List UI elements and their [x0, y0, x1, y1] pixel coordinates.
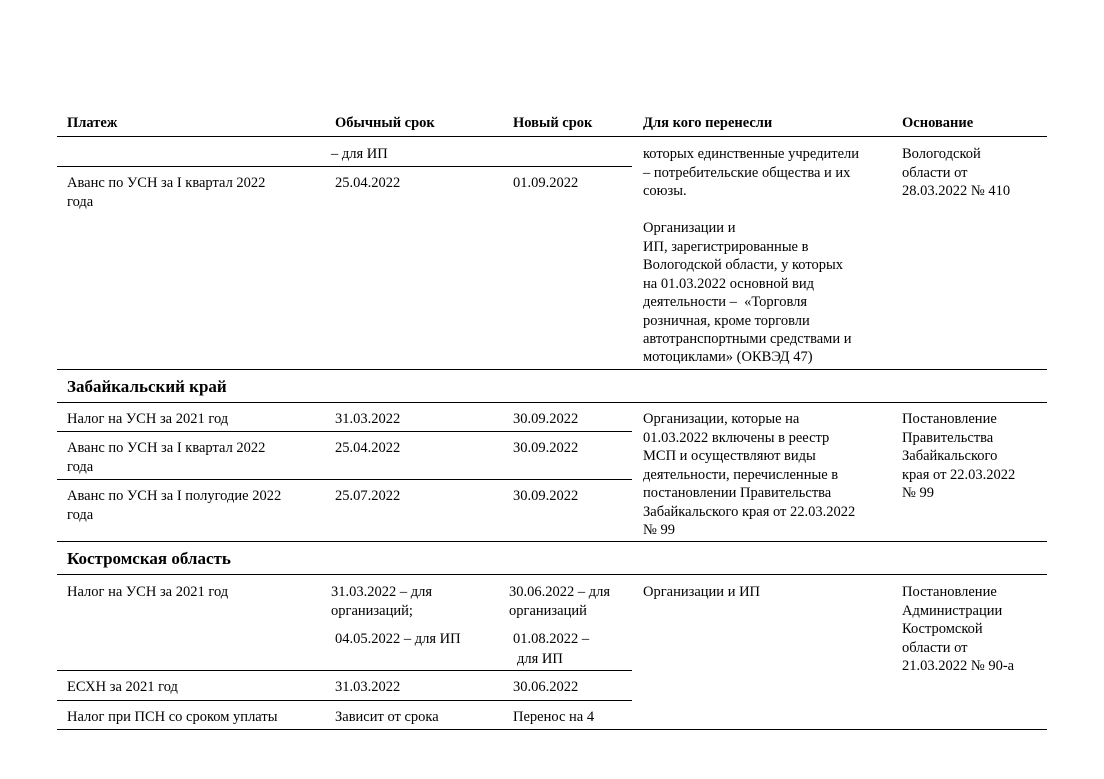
payment-cell: Налог на УСН за 2021 год — [67, 411, 229, 427]
new-term-cell: 30.09.2022 — [513, 488, 579, 504]
header-who: Для кого перенесли — [643, 115, 773, 131]
usual-term-cell: 31.03.2022 — [335, 679, 401, 695]
row-rule — [57, 700, 632, 701]
section-rule — [57, 402, 1047, 403]
usual-term-cont: – для ИП — [331, 146, 388, 162]
row-rule — [57, 431, 632, 432]
section-rule — [57, 574, 1047, 575]
row-rule — [57, 670, 632, 671]
header-new-term: Новый срок — [513, 115, 593, 131]
payment-cell: Аванс по УСН за I полугодие 2022 — [67, 488, 282, 504]
new-term-cell: 30.09.2022 — [513, 440, 579, 456]
new-term-cell: организаций — [509, 603, 587, 619]
new-term-cell: 01.09.2022 — [513, 175, 579, 191]
usual-term-cell: 31.03.2022 – для — [331, 584, 433, 600]
new-term-cell: 01.08.2022 – — [513, 631, 590, 647]
payment-cell: Аванс по УСН за I квартал 2022 — [67, 440, 266, 456]
bottom-rule — [57, 729, 1047, 730]
payment-cell: года — [67, 507, 94, 523]
payment-cell: года — [67, 459, 94, 475]
section-rule — [57, 369, 1047, 370]
payment-cell: ЕСХН за 2021 год — [67, 679, 178, 695]
header-rule — [57, 136, 1047, 137]
new-term-cell: 30.06.2022 – для — [509, 584, 611, 600]
new-term-cell: 30.06.2022 — [513, 679, 579, 695]
new-term-cell: для ИП — [517, 651, 563, 667]
header-basis: Основание — [902, 115, 974, 131]
region-heading: Костромская область — [67, 549, 231, 568]
row-rule — [57, 166, 632, 167]
usual-term-cell: 25.04.2022 — [335, 440, 401, 456]
header-usual-term: Обычный срок — [335, 115, 435, 131]
region-heading: Забайкальский край — [67, 377, 227, 396]
payment-cell: Аванс по УСН за I квартал 2022 — [67, 175, 266, 191]
usual-term-cell: 31.03.2022 — [335, 411, 401, 427]
payment-cell: года — [67, 194, 94, 210]
usual-term-cell: 04.05.2022 – для ИП — [335, 631, 461, 647]
new-term-cell: Перенос на 4 — [513, 709, 595, 725]
usual-term-cell: организаций; — [331, 603, 413, 619]
new-term-cell: 30.09.2022 — [513, 411, 579, 427]
payment-cell: Налог на УСН за 2021 год — [67, 584, 229, 600]
usual-term-cell: Зависит от срока — [335, 709, 439, 725]
row-rule — [57, 479, 632, 480]
usual-term-cell: 25.04.2022 — [335, 175, 401, 191]
section-rule — [57, 541, 1047, 542]
header-payment: Платеж — [67, 115, 118, 131]
usual-term-cell: 25.07.2022 — [335, 488, 401, 504]
payment-cell: Налог при ПСН со сроком уплаты — [67, 709, 278, 725]
